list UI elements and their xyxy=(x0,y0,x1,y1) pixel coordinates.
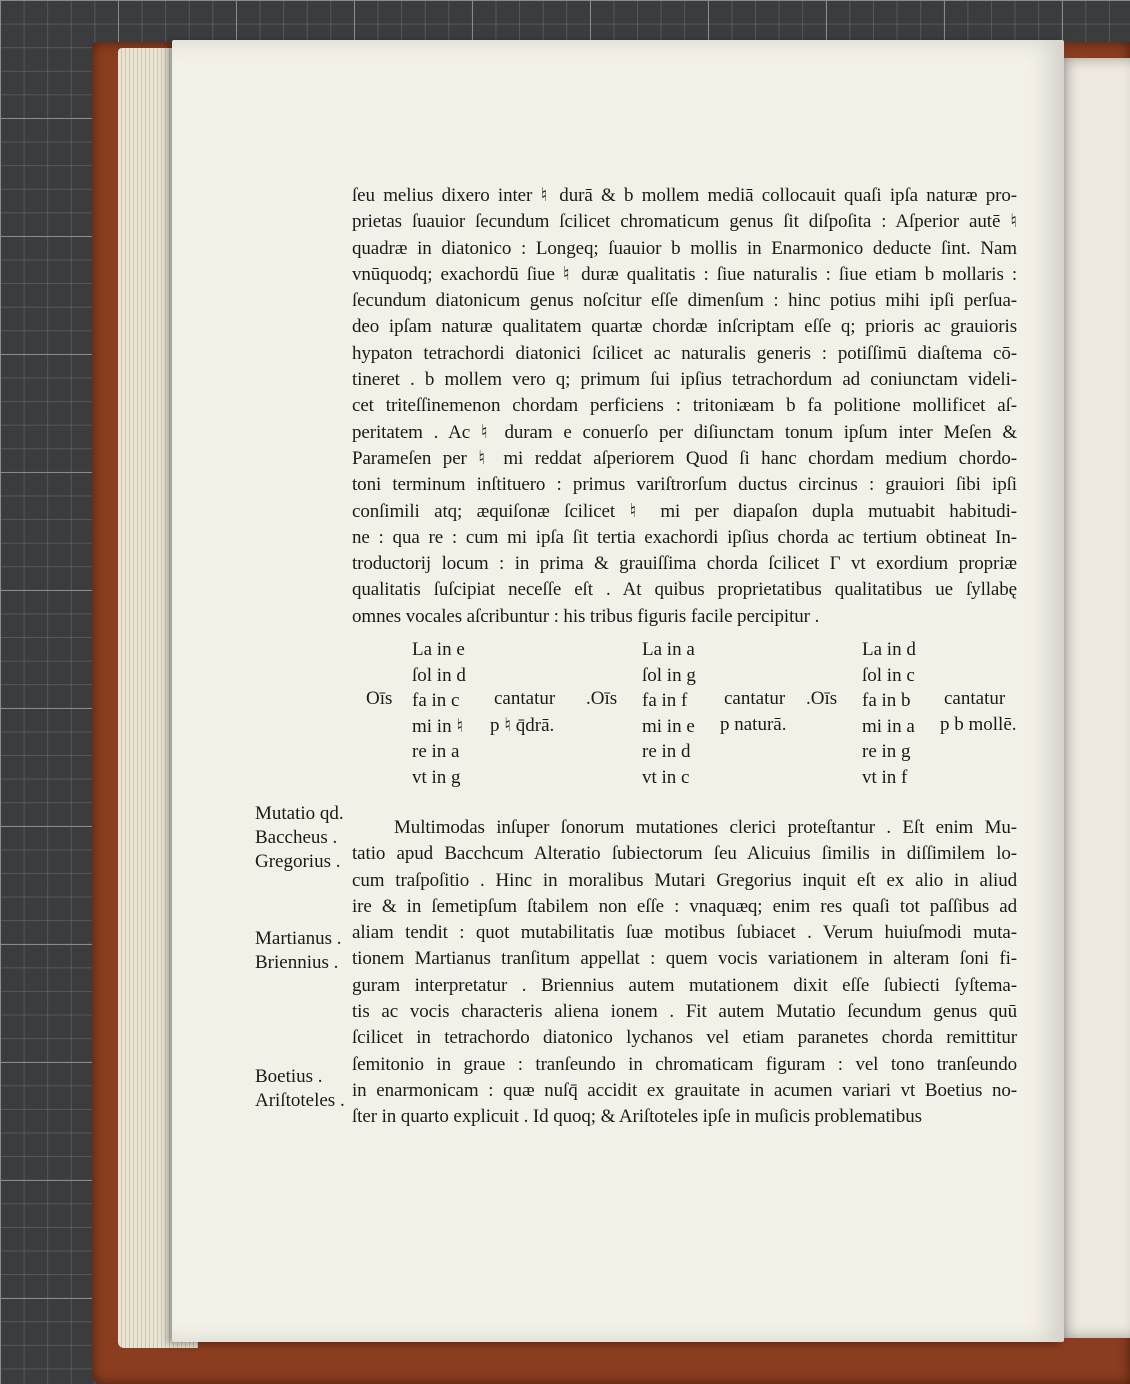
scale-per: p naturā. xyxy=(720,713,787,735)
text-line: ſter in quarto explicuit . Id quoq; & Ariſtoteles ipſe in muſicis problematibus xyxy=(352,1106,922,1128)
text-line: ſcilicet in tetrachordo diatonico lychanos vel etiam paranetes chorda remittitur xyxy=(352,1027,1017,1049)
scale-note: fa in b xyxy=(862,690,911,711)
text-line: guram interpretatur . Briennius autem mutationem dixit eſſe ſubiecti ſyſtema- xyxy=(352,974,1017,996)
margin-note-line: Gregorius . xyxy=(255,851,341,872)
text-line: quadræ in diatonico : Longeq; ſuauior b mollis in Enarmonico deducte ſint. Nam xyxy=(352,237,1017,259)
scale-note: fa in f xyxy=(642,690,688,711)
margin-note-line: Martianus . xyxy=(255,928,342,949)
text-line: tionem Martianus tranſitum appellat : quem vocis variationem in alteram ſoni fi- xyxy=(352,948,1017,970)
text-line: cet triteſſinemenon chordam perficiens : tritoniæam b fa politione mollificet aſ- xyxy=(352,395,1017,417)
scale-note: mi in ♮ xyxy=(412,715,464,737)
scale-per: p b mollē. xyxy=(940,713,1017,735)
scale-note: re in a xyxy=(412,741,460,762)
scale-per: p ♮ q̄drā. xyxy=(490,714,555,736)
margin-note-line: Mutatio qd. xyxy=(255,803,344,824)
text-line: qualitatis ſuſcipiat neceſſe eſt . At quibus proprietatibus qualitatibus ue ſyllabę xyxy=(352,579,1017,601)
text-line: ne : qua re : cum mi ipſa ſit tertia exachordi ipſius chorda ac tertium obtineat In- xyxy=(352,526,1017,548)
scale-note: re in g xyxy=(862,741,911,762)
margin-note-line: Boetius . xyxy=(255,1066,323,1087)
scale-note: vt in g xyxy=(412,766,461,788)
text-line: hypaton tetrachordi diatonici ſcilicet ac naturalis generis : potiſſimū diaſtema cō- xyxy=(352,342,1017,364)
text-line: ſemitonio in graue : tranſeundo in chromaticam figuram : vel tono tranſeundo xyxy=(352,1053,1017,1075)
text-line: toni terminum inſtituero : primus variſtrorſum ductus circinus : grauiori ſibi ipſi xyxy=(352,474,1017,496)
text-line: conſimili atq; æquiſonæ ſcilicet ♮ mi per diapaſon dupla mutuabit habitudi- xyxy=(352,500,1017,522)
text-line: ſeu melius dixero inter ♮ durā & b mollem mediā collocauit quaſi ipſa naturæ pro- xyxy=(352,185,1017,206)
text-line: Multimodas inſuper ſonorum mutationes clerici proteſtantur . Eſt enim Mu- xyxy=(394,817,1017,838)
scale-column xyxy=(412,637,466,790)
text-line: troductorij locum : in prima & grauiſſima chorda ſcilicet Γ vt exordium propriæ xyxy=(352,553,1017,575)
paragraph-2 xyxy=(352,815,1017,1131)
scale-column xyxy=(642,637,696,790)
scale-column xyxy=(862,637,916,790)
text-line: cum traſpoſitio . Hinc in moralibus Mutari Gregorius inquit eſt ex alio in aliud xyxy=(352,869,1017,891)
scale-note: La in e xyxy=(412,639,465,660)
margin-note-martianus xyxy=(255,927,360,975)
text-line: vnūquodq; exachordū ſiue ♮ duræ qualitatis : ſiue naturalis : ſiue etiam b mollaris : xyxy=(352,263,1017,285)
text-line: Parameſen per ♮ mi reddat aſperiorem Quod ſi hanc chordam medium chordo- xyxy=(352,447,1017,469)
scale-prefix: .Oīs xyxy=(586,688,618,709)
text-line: prietas ſuauior ſecundum ſcilicet chromaticum genus ſit diſpoſita : Aſperior autē ♮ xyxy=(352,211,1017,233)
scale-note: La in a xyxy=(642,639,695,660)
margin-note-boetius xyxy=(255,1065,360,1113)
scale-note: ſol in d xyxy=(412,664,466,686)
text-line: aliam tendit : quot mutabilitatis ſuæ motibus ſubiacet . Verum huiuſmodi muta- xyxy=(352,922,1017,944)
scale-cantatur: cantatur xyxy=(494,688,556,709)
margin-note-line: Briennius . xyxy=(255,952,339,973)
text-line: tatio apud Bacchcum Alteratio ſubiectorum ſeu Alicuius ſimilis in diſſimilem lo- xyxy=(352,843,1017,865)
text-line: tis ac vocis characteris aliena ionem . Fit autem Mutatio ſecundum genus quū xyxy=(352,1001,1017,1023)
margin-note-line: Ariſtoteles . xyxy=(255,1090,345,1111)
margin-note-line: Baccheus . xyxy=(255,827,338,848)
scale-note: re in d xyxy=(642,741,691,762)
text-line: omnes vocales aſcribuntur : his tribus figuris facile percipitur . xyxy=(352,605,820,627)
scale-note: vt in f xyxy=(862,766,908,788)
text-line: deo ipſam naturæ qualitatem quartæ chordæ inſcriptam eſſe q; prioris ac grauioris xyxy=(352,316,1017,338)
text-line: tineret . b mollem vero q; primum ſui ipſius tetrachordum ad coniunctam videli- xyxy=(352,369,1017,391)
scale-cantatur: cantatur xyxy=(724,688,786,709)
scale-note: ſol in c xyxy=(862,664,915,686)
scale-prefix: .Oīs xyxy=(806,688,838,709)
margin-note-mutatio xyxy=(255,802,360,874)
scale-prefix: Oīs xyxy=(366,688,393,709)
scale-note: mi in a xyxy=(862,715,915,737)
scale-note: ſol in g xyxy=(642,664,696,686)
facing-page-edge xyxy=(1058,58,1130,1338)
scale-note: mi in e xyxy=(642,715,695,737)
text-line: ſecundum diatonicum genus noſcitur eſſe dimenſum : hinc potius mihi ipſi perſua- xyxy=(352,290,1017,312)
text-line: peritatem . Ac ♮ duram e conuerſo per diſiunctam tonum ipſum inter Meſen & xyxy=(352,421,1017,443)
scale-note: vt in c xyxy=(642,766,690,788)
scale-note: fa in c xyxy=(412,690,460,711)
paragraph-1 xyxy=(352,183,1017,630)
text-line: ire & in ſemetipſum ſtabilem non eſſe : vnaquæq; enim res quaſi tot paſſibus ad xyxy=(352,895,1017,917)
text-line: in enarmonicam : quæ nuſq̄ accidit ex grauitate in acumen variari vt Boetius no- xyxy=(352,1079,1017,1101)
scale-note: La in d xyxy=(862,639,916,660)
scale-cantatur: cantatur xyxy=(944,688,1006,709)
